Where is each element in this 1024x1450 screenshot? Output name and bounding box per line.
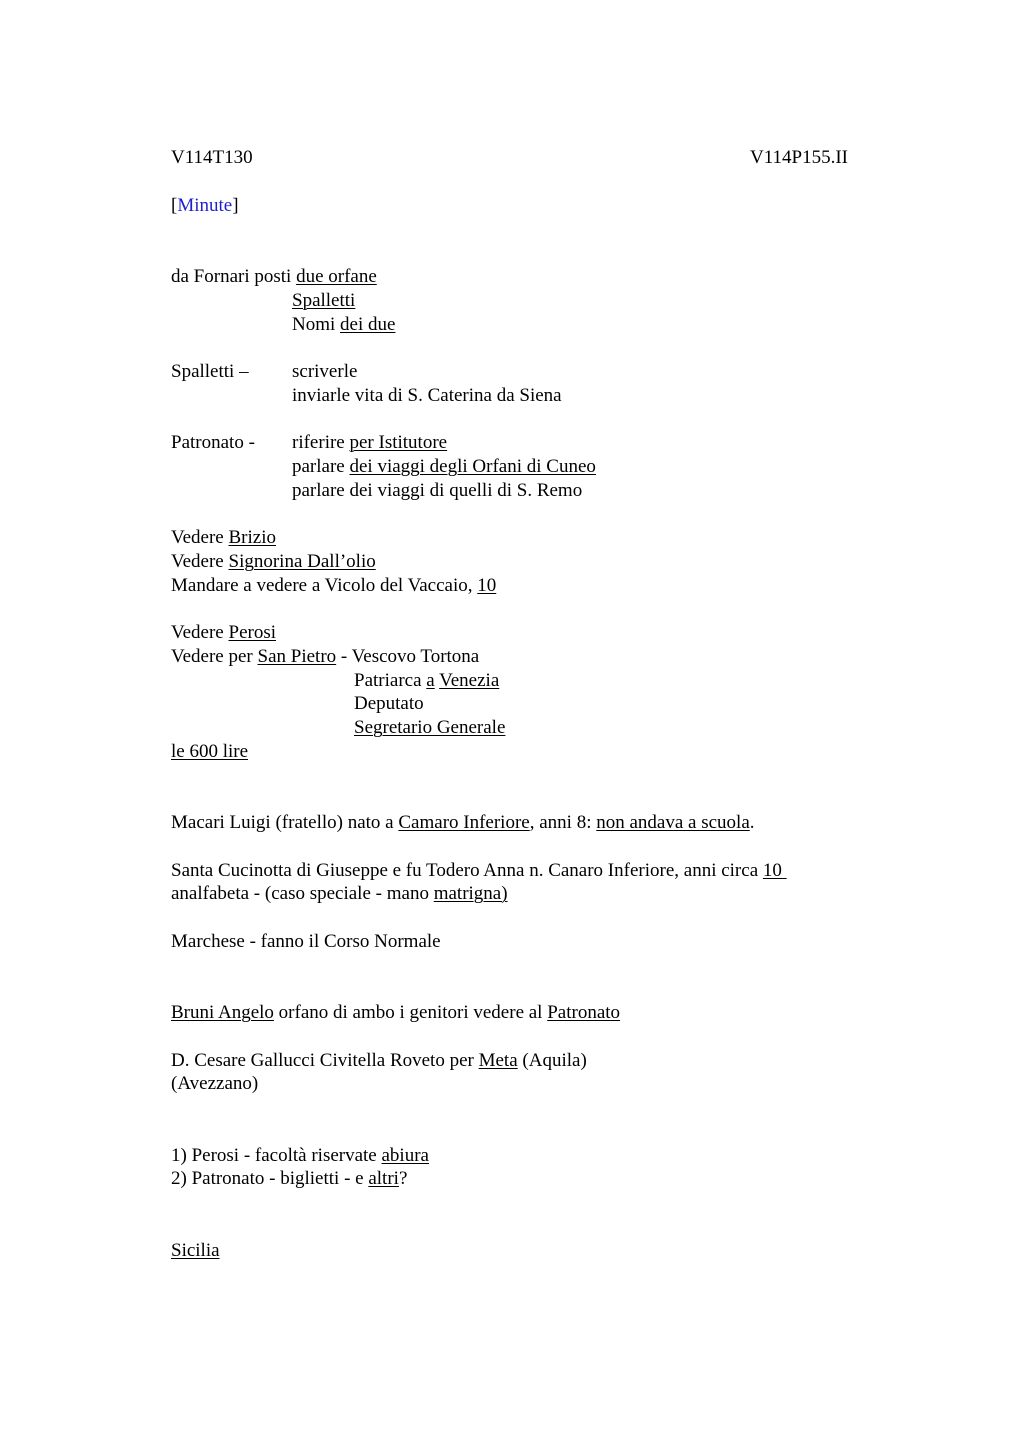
numbered-item: 1) Perosi - facoltà riservate abiura [171,1145,429,1166]
patronato-item: parlare dei viaggi di quelli di S. Remo [292,480,583,501]
spalletti-item: scriverle [292,361,358,382]
san-pietro-line: Vedere per San Pietro - Vescovo Tortona [171,646,480,667]
patronato-label: Patronato - [171,432,255,453]
fornari-line: da Fornari posti due orfane [171,266,377,287]
document-code-right: V114P155.II [750,147,848,168]
patronato-item: riferire per Istitutore [292,432,448,453]
patriarca-line: Patriarca a Venezia [354,670,500,691]
sicilia-line: Sicilia [171,1240,220,1261]
minute-tag: [Minute] [171,195,239,216]
santa-line: Santa Cucinotta di Giuseppe e fu Todero Anna n. Canaro Inferiore, anni circa 10 [171,860,787,881]
spalletti-label: Spalletti – [171,361,249,382]
deputato-line: Deputato [354,693,424,714]
vedere-line: Vedere Signorina Dall’olio [171,551,376,572]
fornari-nomi: Nomi dei due [292,314,396,335]
document-code-left: V114T130 [171,147,253,168]
gallucci-line: (Avezzano) [171,1073,259,1094]
gallucci-line: D. Cesare Gallucci Civitella Roveto per Meta (Aquila) [171,1050,587,1071]
santa-line: analfabeta - (caso speciale - mano matrigna) [171,883,508,904]
bruni-line: Bruni Angelo orfano di ambo i genitori vedere al Patronato [171,1002,621,1023]
lire-line: le 600 lire [171,741,249,762]
vedere-line: Mandare a vedere a Vicolo del Vaccaio, 10 [171,575,497,596]
perosi-line: Vedere Perosi [171,622,276,643]
macari-line: Macari Luigi (fratello) nato a Camaro Inferiore, anni 8: non andava a scuola. [171,812,755,833]
vedere-line: Vedere Brizio [171,527,276,548]
numbered-item: 2) Patronato - biglietti - e altri? [171,1168,408,1189]
patronato-item: parlare dei viaggi degli Orfani di Cuneo [292,456,596,477]
segretario-line: Segretario Generale [354,717,506,738]
marchese-line: Marchese - fanno il Corso Normale [171,931,441,952]
minute-link[interactable]: Minute [177,195,233,216]
spalletti-item: inviarle vita di S. Caterina da Siena [292,385,562,406]
fornari-spalletti: Spalletti [292,290,356,311]
